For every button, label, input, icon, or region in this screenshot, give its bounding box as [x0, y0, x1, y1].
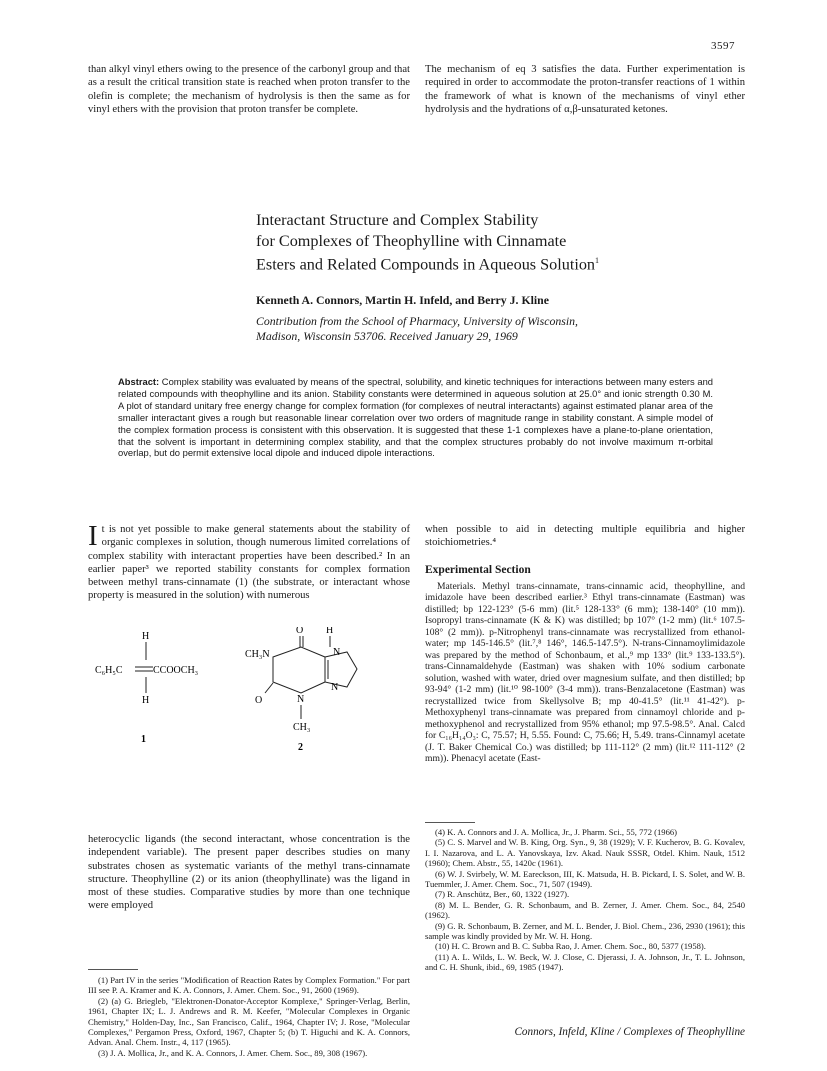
c2-h-top: H: [326, 627, 334, 636]
title-line: for Complexes of Theophylline with Cinnamate: [256, 231, 567, 250]
footnote-rule: [88, 969, 138, 970]
continuation-text: heterocyclic ligands (the second interactant, whose concentration is the independent variable). The present paper describes studies on many substrates chosen as systematic variants of the methyl trans-cinnamate structure. Theophylline (2) or its anion (theophyllinate) was the ligand in most of these studies. Comparative studies by more than one technique were employed: [88, 834, 410, 912]
chemical-structures: [95, 627, 410, 807]
affiliation: [256, 314, 736, 344]
abstract-label: Abstract:: [118, 376, 160, 387]
c2-ch3-bottom: CH₃: [293, 722, 311, 733]
footnote: (8) M. L. Bender, G. R. Schonbaum, and B. Zerner, J. Amer. Chem. Soc., 84, 2540 (1962).: [425, 899, 745, 921]
footnote: (1) Part IV in the series "Modification of Reaction Rates by Complex Formation." For part III see P. A. Kramer and K. A. Connors, J. Amer. Chem. Soc., 91, 2600 (1969).: [88, 975, 410, 996]
c2-o-top: O: [296, 627, 304, 636]
compound-1-label: 1: [141, 734, 146, 745]
footnote: (2) (a) G. Briegleb, "Elektronen-Donator-Acceptor Komplexe," Springer-Verlag, Berlin, 1961, Chapter IX; L. J. Andrews and R. M. Keefer, "Molecular Complexes in Organic Chemistry," Holden-Day, Inc., San Francisco, Calif., 1964, Chapter IV; J. Rose, "Molecular Complexes," Pergamon Press, Oxford, 1967, Chapter 5; (b) T. Higuchi and K. A. Connors, Advan. Anal. Chem. Instr., 4, 117 (1965).: [88, 995, 410, 1048]
footnote: (6) W. J. Svirbely, W. M. Eareckson, III, K. Matsuda, H. B. Pickard, I. S. Solet, and W. B. Tuemmler, J. Amer. Chem. Soc., 71, 507 (1949).: [425, 868, 745, 890]
abstract: [118, 376, 713, 459]
c2-n-bottom: N: [297, 694, 305, 705]
intro-paragraph: [88, 520, 410, 603]
top-left-paragraph: [88, 63, 410, 116]
footnote: (7) R. Anschütz, Ber., 60, 1322 (1927).: [435, 889, 570, 900]
compound-1-structure: [95, 631, 198, 745]
c1-h-top: H: [142, 631, 150, 642]
footnotes-left: [88, 975, 410, 1058]
c1-h-bottom: H: [142, 695, 150, 706]
c2-o-left: O: [255, 695, 263, 706]
c2-ch3n: CH₃N: [245, 649, 270, 660]
article-header: [256, 210, 736, 344]
body-right-column: [425, 523, 745, 765]
compound-2-structure: [245, 627, 357, 753]
running-footer: Connors, Infeld, Kline / Complexes of Theophylline: [514, 1026, 745, 1038]
compound-2-label: 2: [298, 742, 303, 753]
footnote: (5) C. S. Marvel and W. B. King, Org. Syn., 9, 38 (1929); V. F. Kucherov, B. G. Kovalev, I. I. Nazarova, and L. A. Yanovskaya, Izv. Akad. Nauk SSSR, Otdel. Khim. Nauk, 1512 (1960); Chem. Abstr., 55, 1420c (1961).: [425, 837, 745, 869]
c1-right-group: CCOOCH₃: [153, 665, 199, 676]
footnote: (4) K. A. Connors and J. A. Mollica, Jr., J. Pharm. Sci., 55, 772 (1966): [435, 827, 678, 837]
section-heading: Experimental Section: [425, 563, 531, 576]
paragraph-text: The mechanism of eq 3 satisfies the data. Further experimentation is required in order to accommodate the proton-transfer reactions of 1 within the framework of what is known of the mechanisms of vinyl ether hydrolysis and the hydrations of α,β-unsaturated ketones.: [425, 64, 745, 115]
title-footnote-marker: 1: [595, 256, 600, 265]
intro-text: t is not yet possible to make general statements about the stability of organic complexes in solution, though numerous limited correlations of complex stability with interactant properties have been described.² In an earlier paper³ we reported stability constants for complex formation between methyl trans-cinnamate (1) (the substrate, or interactant whose property is measured in the solution) with numerous: [88, 524, 410, 602]
paragraph-text: than alkyl vinyl ethers owing to the presence of the carbonyl group and that as a result the critical transition state is reached when proton transfer to the olefin is complete; the mechanism of hydrolysis is then the same as for vinyl ethers with the provision that proton transfer be complete.: [88, 64, 410, 115]
c1-left-group: C₆H₅C: [95, 665, 123, 676]
experimental-text: Materials. Methyl trans-cinnamate, trans-cinnamic acid, theophylline, and imidazole have been described earlier.³ Ethyl trans-cinnamate (Eastman) was distilled; bp 122-123° (5-6 mm) (lit.⁵ 128-133° (6 mm); 138-140° (10 mm)). Isopropyl trans-cinnamate (K & K) was distilled; bp 107° (1-2 mm) (lit.⁶ 107.5-108° (2 mm)). p-Nitrophenyl trans-cinnamate was recrystallized from ethanol-water; mp 145-146.5° (lit.⁷,⁸ 146°, 146.5-147.5°). N-trans-Cinnamoylimidazole was prepared by the method of Schonbaum, et al.,⁹ mp 133° (lit.⁹ 133-133.5°). trans-Cinnamaldehyde (Eastman) was shaken with 10% sodium carbonate solution, washed with water, dried over magnesium sulfate, and then distilled; bp 93-94° (1-2 mm) (lit.¹⁰ 98-100° (3-4 mm)). trans-Benzalacetone (Eastman) was recrystallized twice from Skellysolve B; mp 40-41.5° (lit.¹¹ 41-42°). p-Methoxyphenyl trans-cinnamate was prepared from cinnamoyl chloride and p-methoxyphenol and recrystallized from 95% ethanol; mp 97.5-98.5°. Anal. Calcd for C₁₆H₁₄O₃: C, 75.57; H, 5.55. Found: C, 75.66; H, 5.49. trans-Cinnamyl acetate (J. T. Baker Chemical Co.) was distilled; bp 111-112° (2 mm) (lit.¹² 111-112° (2 mm)). Phenacyl acetate (East-: [425, 580, 745, 765]
affiliation-line: Madison, Wisconsin 53706. Received January 29, 1969: [256, 328, 518, 343]
footnote-rule: [425, 822, 475, 823]
right-intro-text: when possible to aid in detecting multiple equilibria and higher stoichiometries.⁴: [425, 524, 745, 549]
drop-cap: I: [88, 520, 98, 552]
c2-n-right: N: [333, 647, 341, 658]
abstract-text: Complex stability was evaluated by means of the spectral, solubility, and kinetic techniques for interactions between many esters and related compounds with theophylline and its anion. Stability constants were determined in aqueous solution at 25.0° and ionic strength 0.30 M. A plot of standard unitary free energy change for complex formation (for complexes of neutral interactants) against estimated planar area of the smaller interactant gives a rough but reasonable linear correlation over two orders of magnitude range in stability constant. A simple model of the complex formation process is consistent with this observation. It is suggested that these 1-1 complexes have a plane-to-plane orientation, that the solvent is important in determining complex stability, and that the complex structures probably do not involve maximum π-orbital overlap, but do permit extensive local dipole and induced dipole interactions.: [118, 376, 713, 459]
affiliation-line: Contribution from the School of Pharmacy, University of Wisconsin,: [256, 313, 578, 328]
title-line: Interactant Structure and Complex Stability: [256, 211, 539, 229]
footnote: (3) J. A. Mollica, Jr., and K. A. Connors, J. Amer. Chem. Soc., 89, 308 (1967).: [98, 1047, 368, 1058]
structures-figure: [95, 627, 410, 807]
title-line: Esters and Related Compounds in Aqueous Solution: [256, 255, 596, 274]
footnote: (11) A. L. Wilds, L. W. Beck, W. J. Close, C. Djerassi, J. A. Johnson, Jr., T. L. Johnson, and C. H. Shunk, ibid., 69, 1985 (1947).: [425, 951, 745, 973]
c2-n-mid: N: [331, 682, 339, 693]
footnote: (10) H. C. Brown and B. C. Subba Rao, J. Amer. Chem. Soc., 80, 5377 (1958).: [435, 941, 706, 952]
footnote: (9) G. R. Schonbaum, B. Zerner, and M. L. Bender, J. Biol. Chem., 236, 2930 (1961); this sample was kindly provided by Mr. W. H. Hong.: [425, 920, 745, 942]
authors: Kenneth A. Connors, Martin H. Infeld, and Berry J. Kline: [256, 292, 549, 307]
footnotes-right: [425, 827, 745, 973]
body-left-continuation: [88, 833, 410, 913]
top-right-paragraph: [425, 63, 745, 116]
body-left-column: [88, 520, 410, 603]
article-title: [256, 210, 736, 275]
page-number: 3597: [711, 40, 735, 52]
